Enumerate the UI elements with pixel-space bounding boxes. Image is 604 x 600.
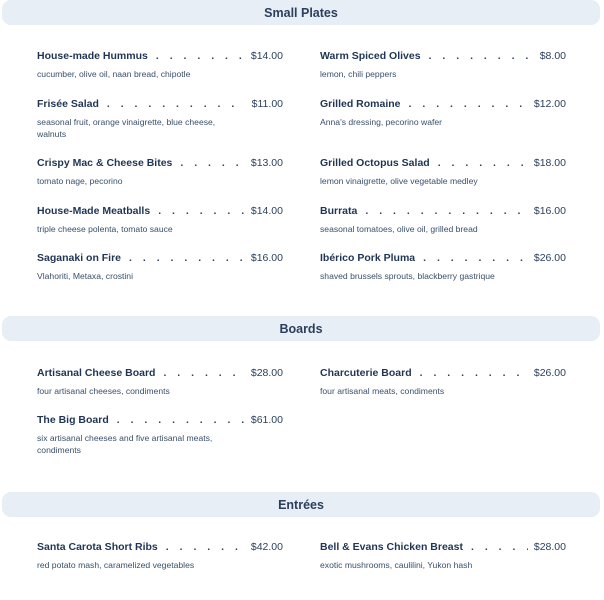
item-price: $8.00 — [539, 50, 566, 62]
leader-dots — [166, 541, 245, 553]
item-name: Santa Carota Short Ribs — [37, 541, 158, 553]
item-description: lemon vinaigrette, olive vegetable medley — [320, 176, 478, 186]
item-name: Frisée Salad — [37, 98, 99, 110]
item-name: Bell & Evans Chicken Breast — [320, 541, 463, 553]
leader-dots — [180, 157, 244, 169]
section-header-small-plates — [2, 0, 600, 25]
leader-dots — [156, 50, 245, 62]
item-description: exotic mushrooms, caulilini, Yukon hash — [320, 560, 473, 570]
section-header-entrees — [2, 492, 600, 517]
leader-dots — [365, 205, 528, 217]
item-name: House-made Hummus — [37, 50, 148, 62]
menu-item — [320, 541, 566, 571]
item-description: four artisanal cheeses, condiments — [37, 386, 170, 396]
section-title: Small Plates — [264, 5, 338, 20]
item-price: $26.00 — [533, 252, 566, 264]
item-description: Vlahoriti, Metaxa, crostini — [37, 271, 133, 281]
item-price: $14.00 — [250, 205, 283, 217]
item-description: shaved brussels sprouts, blackberry gastrique — [320, 271, 495, 281]
menu-item — [37, 98, 283, 140]
item-price: $28.00 — [250, 367, 283, 379]
item-description: triple cheese polenta, tomato sauce — [37, 224, 173, 234]
item-description: cucumber, olive oil, naan bread, chipotle — [37, 69, 191, 79]
item-description: four artisanal meats, condiments — [320, 386, 445, 396]
menu-item — [320, 157, 566, 187]
item-price: $26.00 — [533, 367, 566, 379]
item-price: $13.00 — [250, 157, 283, 169]
leader-dots — [117, 414, 245, 426]
item-name: Grilled Octopus Salad — [320, 157, 430, 169]
menu-item — [37, 367, 283, 397]
leader-dots — [420, 367, 528, 379]
item-price: $16.00 — [250, 252, 283, 264]
item-description: red potato mash, caramelized vegetables — [37, 560, 195, 570]
item-price: $12.00 — [533, 98, 566, 110]
item-price: $16.00 — [533, 205, 566, 217]
item-name: Ibérico Pork Pluma — [320, 252, 416, 264]
menu-item — [37, 414, 283, 456]
menu-item — [320, 252, 566, 282]
leader-dots — [423, 252, 528, 264]
item-price: $14.00 — [250, 50, 283, 62]
item-name: Charcuterie Board — [320, 367, 412, 379]
menu-item — [320, 367, 566, 397]
leader-dots — [409, 98, 528, 110]
item-name: Burrata — [320, 205, 358, 217]
item-price: $61.00 — [250, 414, 283, 426]
menu-item — [320, 205, 566, 235]
menu-item — [37, 252, 283, 282]
leader-dots — [438, 157, 528, 169]
item-description: seasonal fruit, orange vinaigrette, blue cheese, walnuts — [37, 117, 216, 139]
leader-dots — [471, 541, 528, 553]
section-title: Entrées — [278, 497, 324, 512]
item-description: lemon, chili peppers — [320, 69, 397, 79]
item-price: $18.00 — [533, 157, 566, 169]
menu-item — [320, 98, 566, 128]
leader-dots — [158, 205, 245, 217]
menu-item — [37, 541, 283, 571]
item-name: Crispy Mac & Cheese Bites — [37, 157, 173, 169]
item-name: Warm Spiced Olives — [320, 50, 421, 62]
item-price: $42.00 — [250, 541, 283, 553]
item-description: Anna's dressing, pecorino wafer — [320, 117, 443, 127]
leader-dots — [129, 252, 245, 264]
leader-dots — [107, 98, 246, 110]
leader-dots — [163, 367, 244, 379]
item-description: seasonal tomatoes, olive oil, grilled bread — [320, 224, 478, 234]
menu-item — [37, 157, 283, 187]
menu-item — [37, 50, 283, 80]
section-header-boards — [2, 316, 600, 341]
leader-dots — [429, 50, 534, 62]
item-price: $28.00 — [533, 541, 566, 553]
section-title: Boards — [279, 321, 323, 336]
item-name: Saganaki on Fire — [37, 252, 122, 264]
menu-item — [320, 50, 566, 80]
item-name: Artisanal Cheese Board — [37, 367, 156, 379]
item-price: $11.00 — [251, 98, 283, 110]
item-name: Grilled Romaine — [320, 98, 401, 110]
item-description: tomato nage, pecorino — [37, 176, 123, 186]
item-name: House-Made Meatballs — [37, 205, 151, 217]
item-name: The Big Board — [37, 414, 109, 426]
item-description: six artisanal cheeses and five artisanal meats, condiments — [37, 433, 213, 455]
menu-item — [37, 205, 283, 235]
